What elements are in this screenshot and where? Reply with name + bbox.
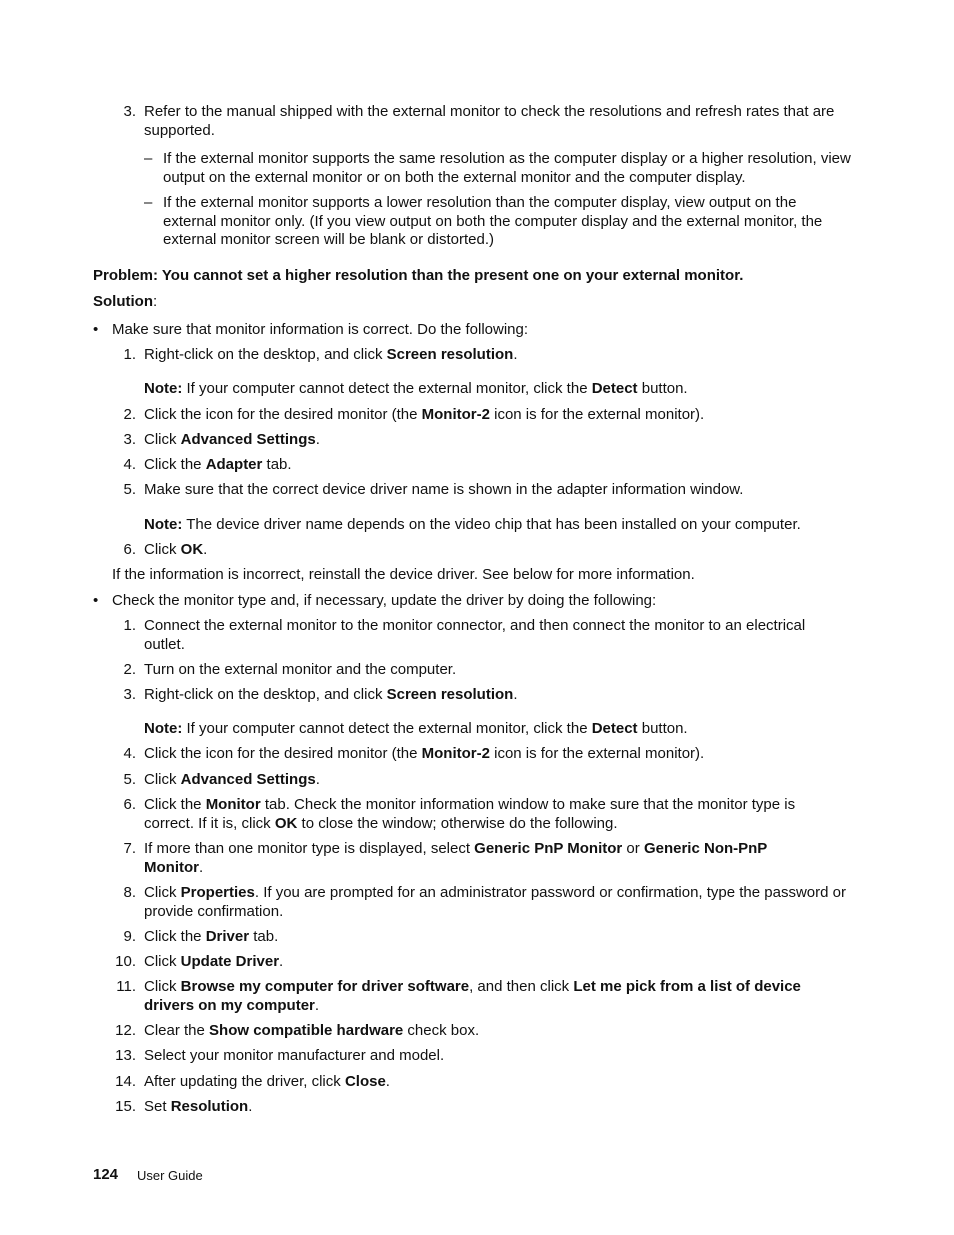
step-text: After updating the driver, click Close.	[144, 1073, 390, 1090]
paragraph: If the information is incorrect, reinstall the device driver. See below for more information.	[112, 566, 695, 583]
bullet-marker: •	[93, 321, 99, 338]
step-number: 2.	[123, 661, 136, 678]
step-text: Click Update Driver.	[144, 953, 284, 970]
step-number: 3.	[123, 686, 136, 703]
step-text: Click Browse my computer for driver software, and then click Let me pick from a list of device drivers on my computer.	[144, 978, 801, 1014]
step-text: Click the icon for the desired monitor (the Monitor-2 icon is for the external monitor).	[144, 745, 705, 762]
note-text: Note: If your computer cannot detect the external monitor, click the Detect button.	[144, 380, 688, 397]
step-number: 4.	[123, 456, 136, 473]
solution-label: Solution	[93, 293, 153, 310]
step-number: 13.	[115, 1047, 136, 1064]
step-text: Select your monitor manufacturer and model.	[144, 1047, 445, 1064]
step-number: 10.	[115, 953, 136, 970]
step-text: Set Resolution.	[144, 1098, 253, 1115]
note-text: Note: If your computer cannot detect the external monitor, click the Detect button.	[144, 720, 688, 737]
step-text: Click the Adapter tab.	[144, 456, 292, 473]
bullet-text: Check the monitor type and, if necessary, update the driver by doing the following:	[112, 592, 657, 609]
step-number: 3.	[123, 103, 136, 120]
step-number: 4.	[123, 745, 136, 762]
step-number: 11.	[116, 978, 136, 995]
bullet-text: Make sure that monitor information is correct. Do the following:	[112, 321, 529, 338]
dash-text: If the external monitor supports a lower resolution than the computer display, view output on the external monitor only. (If you view output on both the computer display and the external monitor, the external monitor screen will be blank or distorted.)	[163, 194, 823, 248]
step-number: 2.	[123, 406, 136, 423]
step-number: 5.	[123, 771, 136, 788]
step-text: Click Advanced Settings.	[144, 771, 320, 788]
step-number: 5.	[123, 481, 136, 498]
step-text: Click the Monitor tab. Check the monitor information window to make sure that the monitor type is correct. If it is, click OK to close the window; otherwise do the following.	[144, 796, 796, 832]
note-text: Note: The device driver name depends on the video chip that has been installed on your computer.	[144, 516, 801, 533]
dash-marker: –	[144, 194, 153, 211]
step-number: 6.	[123, 796, 136, 813]
step-number: 6.	[123, 541, 136, 558]
step-text: Click the icon for the desired monitor (the Monitor-2 icon is for the external monitor).	[144, 406, 705, 423]
step-number: 7.	[123, 840, 136, 857]
footer-title: User Guide	[137, 1168, 203, 1183]
problem-heading: Problem: You cannot set a higher resolution than the present one on your external monitor.	[93, 267, 744, 284]
step-number: 12.	[115, 1022, 136, 1039]
step-number: 1.	[123, 346, 136, 363]
step-text: Click Properties. If you are prompted for an administrator password or confirmation, type the password or provide confirmation.	[144, 884, 846, 920]
step-text: Click OK.	[144, 541, 208, 558]
step-text: Clear the Show compatible hardware check box.	[144, 1022, 480, 1039]
solution-colon: :	[153, 293, 158, 310]
bullet-marker: •	[93, 592, 99, 609]
step-text: Connect the external monitor to the monitor connector, and then connect the monitor to an electrical outlet.	[144, 617, 806, 653]
step-number: 8.	[123, 884, 136, 901]
step-text: Turn on the external monitor and the computer.	[144, 661, 457, 678]
step-text: Click Advanced Settings.	[144, 431, 320, 448]
step-text: Refer to the manual shipped with the external monitor to check the resolutions and refresh rates that are supported.	[144, 103, 835, 139]
step-text: Click the Driver tab.	[144, 928, 279, 945]
step-number: 1.	[123, 617, 136, 634]
step-number: 14.	[115, 1073, 136, 1090]
dash-text: If the external monitor supports the same resolution as the computer display or a higher resolution, view output on the external monitor or on both the external monitor and the computer display.	[163, 150, 851, 186]
step-text: Right-click on the desktop, and click Screen resolution.	[144, 686, 518, 703]
step-text: Make sure that the correct device driver name is shown in the adapter information window.	[144, 481, 744, 498]
step-number: 3.	[123, 431, 136, 448]
page-number: 124	[93, 1166, 119, 1183]
step-text: If more than one monitor type is displayed, select Generic PnP Monitor or Generic Non-PnP Monitor.	[144, 840, 768, 876]
step-number: 9.	[123, 928, 136, 945]
solution-heading	[93, 293, 157, 312]
dash-marker: –	[144, 150, 153, 167]
step-number: 15.	[115, 1098, 136, 1115]
step-text: Right-click on the desktop, and click Screen resolution.	[144, 346, 518, 363]
